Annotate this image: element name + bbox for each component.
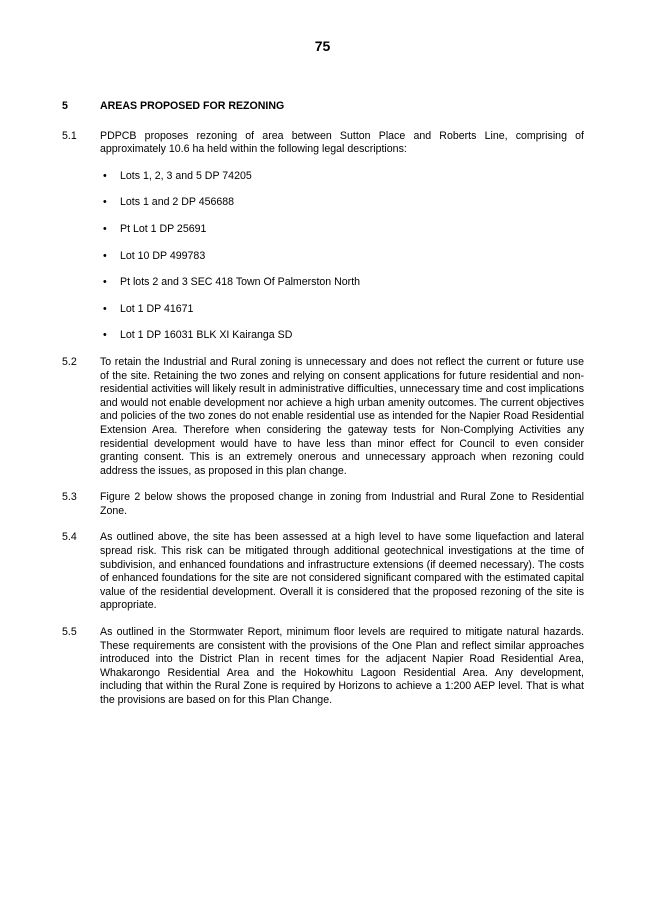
paragraph-5-3	[62, 491, 584, 518]
bullet-icon: •	[103, 196, 107, 209]
bullet-icon: •	[103, 222, 107, 235]
list-item-text: Pt lots 2 and 3 SEC 418 Town Of Palmerston North	[120, 276, 361, 289]
legal-descriptions-list	[62, 170, 584, 343]
list-item-text: Pt Lot 1 DP 25691	[120, 222, 207, 235]
paragraph-number: 5.3	[62, 491, 77, 504]
paragraph-text: As outlined above, the site has been assessed at a high level to have some liquefaction and lateral spread risk. This risk can be mitigated through additional geotechnical investigations at the time of subdivision, and enhanced foundations and infrastructure extensions (if deemed necessary). The costs of enhanced foundations for the site are not considered significant compared with the estimated capital value of the residential development. Overall it is considered that the proposed rezoning of the site is appropriate.	[100, 531, 584, 612]
paragraph-text: As outlined in the Stormwater Report, minimum floor levels are required to mitigate natural hazards. These requirements are consistent with the provisions of the One Plan and reflect similar approaches introduced into the District Plan in recent times for the adjacent Napier Road Residential Area, Whakarongo Residential Area and the Hokowhitu Lagoon Residential Area. Any development, including that within the Rural Zone is required by Horizons to achieve a 1:200 AEP level. That is what the provisions are based on for this Plan Change.	[100, 626, 584, 706]
list-item	[100, 329, 584, 343]
bullet-icon: •	[103, 302, 107, 315]
paragraph-text: Figure 2 below shows the proposed change in zoning from Industrial and Rural Zone to Residential Zone.	[100, 491, 584, 517]
bullet-icon: •	[103, 169, 107, 182]
bullet-icon: •	[103, 276, 107, 289]
paragraph-number: 5.2	[62, 355, 77, 368]
list-item	[100, 276, 584, 290]
paragraph-5-2	[62, 356, 584, 478]
bullet-icon: •	[103, 249, 107, 262]
paragraph-number: 5.1	[62, 129, 77, 142]
list-item	[100, 170, 584, 184]
page-number: 75	[314, 38, 331, 54]
list-item	[100, 303, 584, 317]
list-item-text: Lot 10 DP 499783	[120, 249, 206, 262]
paragraph-number: 5.4	[62, 531, 77, 544]
list-item-text: Lot 1 DP 16031 BLK XI Kairanga SD	[120, 329, 293, 342]
section-title: AREAS PROPOSED FOR REZONING	[100, 100, 285, 112]
list-item	[100, 250, 584, 264]
bullet-icon: •	[103, 329, 107, 342]
paragraph-5-1	[62, 130, 584, 157]
list-item-text: Lot 1 DP 41671	[120, 302, 194, 315]
paragraph-5-4	[62, 531, 584, 613]
document-body	[62, 100, 584, 721]
list-item-text: Lots 1, 2, 3 and 5 DP 74205	[120, 169, 252, 182]
section-number: 5	[62, 100, 68, 112]
list-item	[100, 196, 584, 210]
list-item	[100, 223, 584, 237]
paragraph-number: 5.5	[62, 626, 77, 639]
paragraph-text: To retain the Industrial and Rural zoning is unnecessary and does not reflect the current or future use of the site. Retaining the two zones and relying on consent applications for future residential and non-residential activities will likely result in administrative difficulties, unnecessary time and cost implications and would not enable development nor achieve a high urban amenity outcomes. The current objectives and policies of the two zones do not enable residential use as intended for the Napier Road Residential Extension Area. Therefore when considering the gateway tests for Non-Complying Activities any residential development would have to have less than minor effect for Council to even consider granting consent. This is an extremely onerous and unnecessary approach when rezoning could address the issues, as proposed in this plan change.	[100, 355, 584, 477]
paragraph-text: PDPCB proposes rezoning of area between Sutton Place and Roberts Line, comprising of approximately 10.6 ha held within the following legal descriptions:	[100, 129, 584, 156]
paragraph-5-5	[62, 626, 584, 708]
list-item-text: Lots 1 and 2 DP 456688	[120, 196, 235, 209]
section-heading	[62, 100, 584, 114]
